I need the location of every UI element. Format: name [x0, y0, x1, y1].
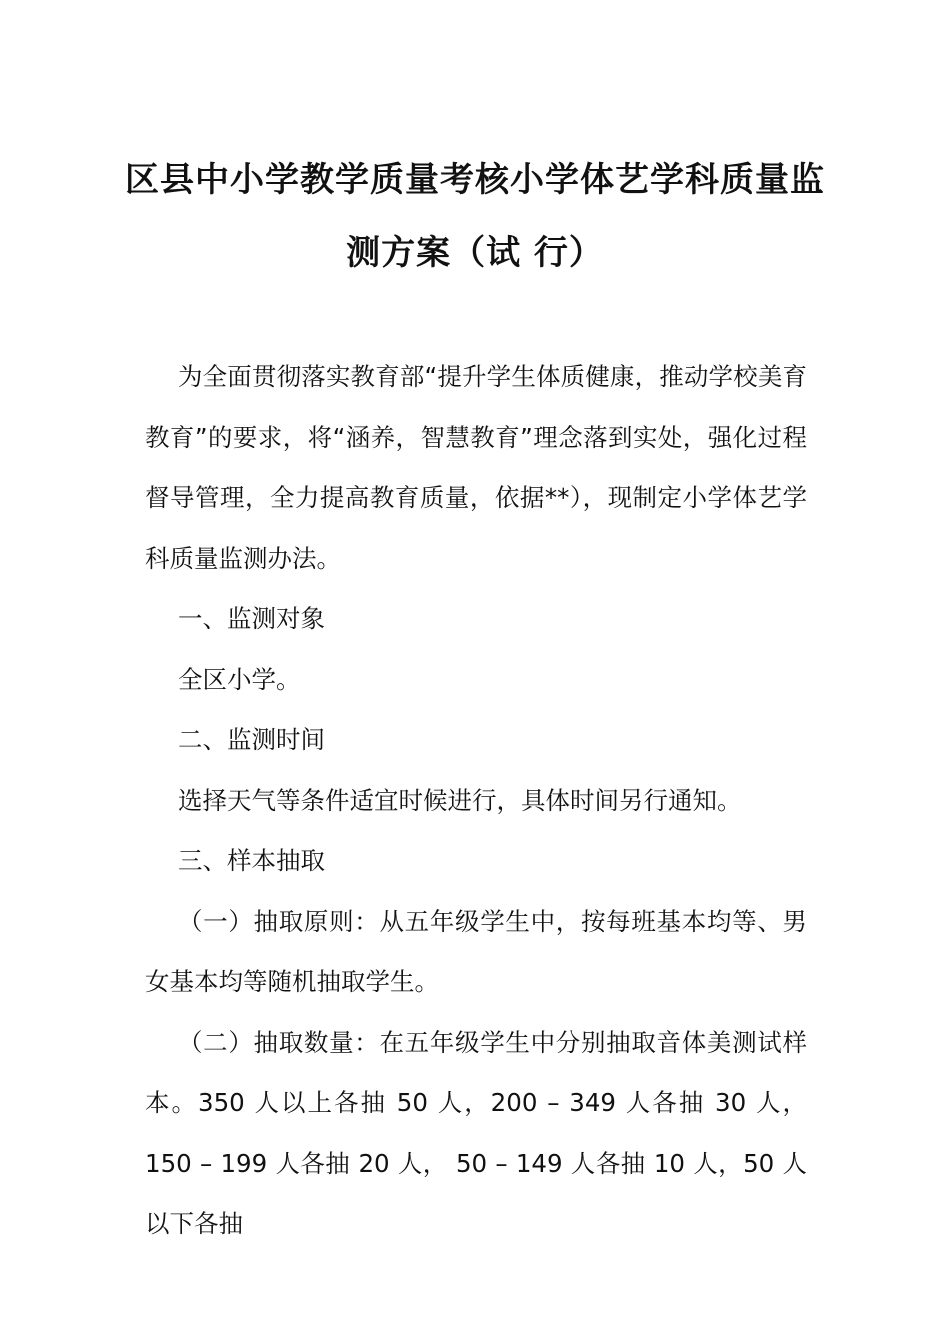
intro-paragraph: 为全面贯彻落实教育部“提升学生体质健康，推动学校美育教育”的要求，将“涵养，智慧教育”理念落到实处，强化过程督导管理，全力提高教育质量，依据**），现制定小学体艺学科质量监测办法。 — [145, 362, 807, 573]
document-title-line-2: 测方案（试 行） — [346, 233, 604, 273]
section-heading-sampling: 三、样本抽取 — [178, 846, 325, 875]
paragraph-sampling-quantity: （二）抽取数量：在五年级学生中分别抽取音体美测试样本。350 人以上各抽 50 人，200 – 349 人各抽 30 人，150 – 199 人各抽 20 人， 50 – 149 人各抽 10 人，50 人以下各抽 — [145, 1027, 807, 1238]
paragraph-monitoring-target: 全区小学。 — [178, 664, 301, 694]
paragraph-monitoring-time: 选择天气等条件适宜时候进行，具体时间另行通知。 — [178, 785, 742, 815]
document-body — [145, 347, 807, 1255]
section-heading-monitoring-target: 一、监测对象 — [178, 604, 325, 633]
paragraph-sampling-principle: （一）抽取原则：从五年级学生中，按每班基本均等、男女基本均等随机抽取学生。 — [145, 906, 807, 996]
document-title-line-1: 区县中小学教学质量考核小学体艺学科质量监 — [125, 160, 825, 200]
section-heading-monitoring-time: 二、监测时间 — [178, 725, 325, 754]
